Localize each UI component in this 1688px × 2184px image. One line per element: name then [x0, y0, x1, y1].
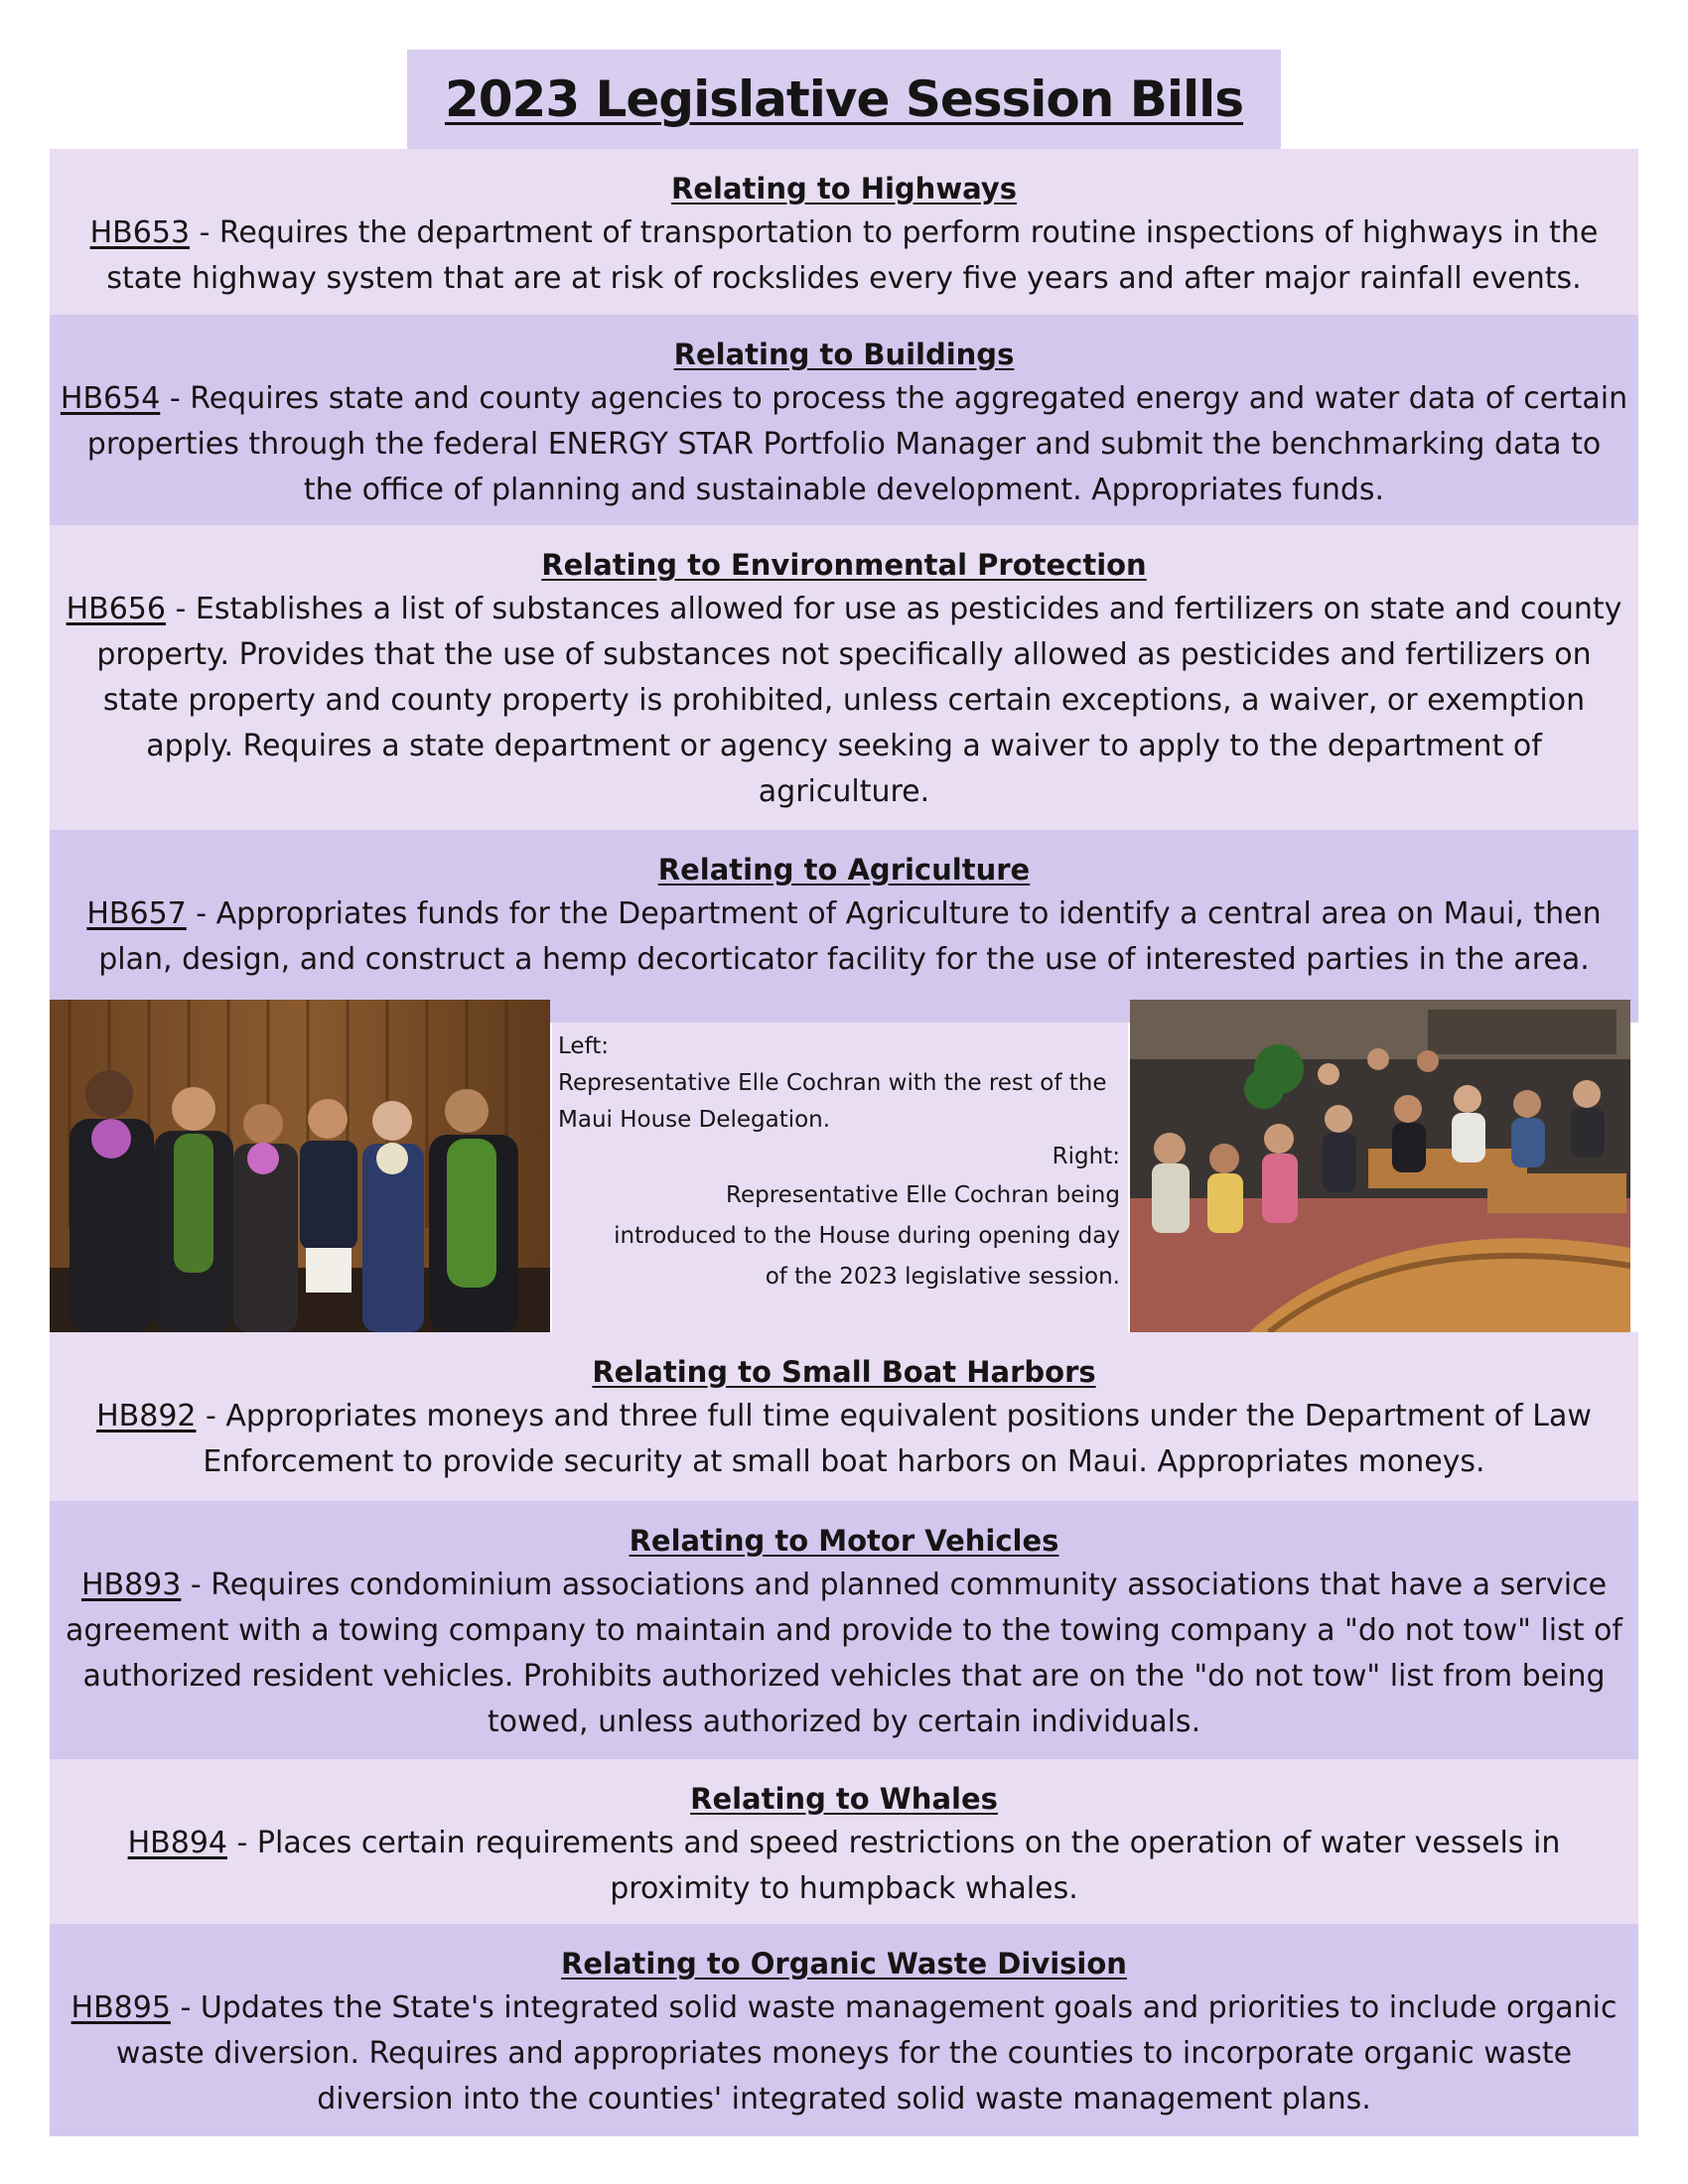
section-description: [60, 1985, 1628, 2122]
section-heading: Relating to Environmental Protection: [541, 548, 1147, 582]
bill-summary: - Appropriates funds for the Department of Agriculture to identify a central area on Maui, then plan, design, and construct a hemp decorticator facility for the use of interested parties in the area.: [98, 896, 1602, 977]
bill-section-buildings: [50, 315, 1638, 525]
section-description: [60, 587, 1628, 815]
bill-link-hb654[interactable]: HB654: [60, 381, 161, 416]
section-heading: Relating to Small Boat Harbors: [592, 1355, 1096, 1389]
section-description: [60, 376, 1628, 513]
section-heading: Relating to Agriculture: [657, 853, 1031, 887]
bill-summary: - Requires state and county agencies to process the aggregated energy and water data of certain properties through the federal ENERGY STAR Portfolio Manager and submit the benchmarking data to the office of planning and sustainable development. Appropriates funds.: [86, 381, 1628, 507]
section-description: [60, 210, 1628, 302]
section-description: [60, 1821, 1628, 1912]
caption-right-line-2: introduced to the House during opening day: [614, 1223, 1120, 1249]
section-description: [60, 891, 1628, 983]
caption-right-line-3: of the 2023 legislative session.: [765, 1264, 1120, 1290]
bill-summary: - Appropriates moneys and three full time equivalent positions under the Department of Law Enforcement to provide security at small boat harbors on Maui. Appropriates moneys.: [196, 1399, 1592, 1479]
bill-summary: - Establishes a list of substances allowed for use as pesticides and fertilizers on state and county property. Provides that the use of substances not specifically allowed as pesticides and fertilizers on state property and county property is prohibited, unless certain exceptions, a waiver, or exemption apply. Requires a state department or agency seeking a waiver to apply to the department of agriculture.: [96, 592, 1622, 809]
bill-section-whales: [50, 1759, 1638, 1924]
bill-summary: - Updates the State's integrated solid waste management goals and priorities to include organic waste diversion. Requires and appropriates moneys for the counties to incorporate organic waste diversion into the counties' integrated solid waste management plans.: [115, 1990, 1618, 2116]
bill-link-hb894[interactable]: HB894: [127, 1826, 228, 1860]
section-description: [60, 1563, 1628, 1745]
delegation-photo: [50, 1000, 550, 1332]
title-banner: [407, 50, 1281, 149]
bill-section-highways: [50, 149, 1638, 315]
bill-summary: - Places certain requirements and speed restrictions on the operation of water vessels in proximity to humpback whales.: [227, 1826, 1561, 1906]
bill-link-hb656[interactable]: HB656: [66, 592, 166, 626]
bill-summary: - Requires the department of transportation to perform routine inspections of highways in the state highway system that are at risk of rockslides every five years and after major rainfall events.: [106, 215, 1599, 296]
bill-link-hb893[interactable]: HB893: [80, 1568, 182, 1602]
caption-right-line-1: Representative Elle Cochran being: [726, 1182, 1120, 1208]
page-title: 2023 Legislative Session Bills: [444, 70, 1244, 128]
bill-summary: - Requires condominium associations and planned community associations that have a service agreement with a towing company to maintain and provide to the towing company a "do not tow" list of authorized resident vehicles. Prohibits authorized vehicles that are on the "do not tow" list from being towed, unless authorized by certain individuals.: [66, 1568, 1622, 1739]
section-description: [60, 1394, 1628, 1485]
bill-section-environmental-protection: [50, 525, 1638, 830]
bill-link-hb653[interactable]: HB653: [89, 215, 191, 250]
bill-link-hb657[interactable]: HB657: [86, 896, 187, 931]
bill-link-hb895[interactable]: HB895: [70, 1990, 171, 2025]
section-heading: Relating to Highways: [671, 172, 1017, 205]
bill-section-agriculture: [50, 830, 1638, 1023]
section-heading: Relating to Buildings: [673, 338, 1015, 371]
bill-section-organic-waste-division: [50, 1924, 1638, 2136]
section-heading: Relating to Organic Waste Division: [561, 1947, 1127, 1980]
house-chamber-photo: [1130, 1000, 1630, 1332]
caption-right-label: Right:: [1052, 1144, 1120, 1169]
section-heading: Relating to Whales: [690, 1782, 998, 1816]
section-heading: Relating to Motor Vehicles: [629, 1524, 1059, 1558]
caption-left-label: Left:: [558, 1033, 610, 1059]
caption-left-text: Representative Elle Cochran with the rest of the Maui House Delegation.: [558, 1070, 1107, 1133]
bill-link-hb892[interactable]: HB892: [96, 1399, 197, 1433]
photo-caption: [552, 1023, 1128, 1332]
bill-section-motor-vehicles: [50, 1501, 1638, 1759]
bill-section-small-boat-harbors: [50, 1332, 1638, 1501]
